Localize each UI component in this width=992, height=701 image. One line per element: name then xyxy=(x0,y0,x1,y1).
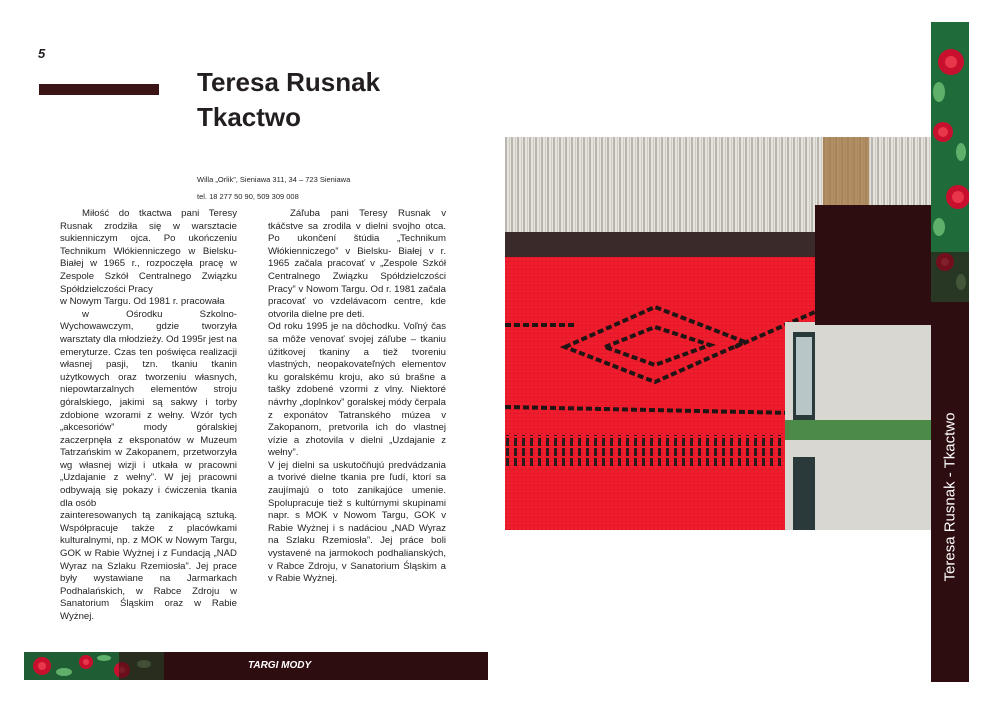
side-title-strip xyxy=(931,22,969,682)
page-number: 5 xyxy=(38,46,46,61)
paragraph: w Nowym Targu. Od 1981 r. pracowała xyxy=(60,296,225,308)
slovak-text-column xyxy=(268,208,446,586)
accent-bar xyxy=(39,84,159,95)
side-title: Teresa Rusnak - Tkactwo xyxy=(941,412,959,582)
paragraph: Záľuba pani Teresy Rusnak v tkáčstve sa zrodila v dielni svojho otca. Po ukončení štúdia „Technikum Włókienniczego” v Bielsku- Białej v r. 1965 začala pracovať v „Zespole Szkół Centralnego Związku Spółdzielczości Pracy” v Nowom Targu. Od r. 1981 začala pracovať vo vzdelávacom centre, kde otvorila dielne pre deti. xyxy=(268,208,446,320)
phone-line: tel. 18 277 50 90, 509 309 008 xyxy=(197,192,299,201)
footer-label: TARGI MODY xyxy=(248,660,312,671)
paragraph: V jej dielni sa uskutočňujú predvádzania a tvorivé dielne tkania pre ľudí, ktorí sa zaujímajú o toto zanikajúce umenie. Spolupracuje tiež s kultúrnymi skupinami napr. s MOK v Nowom Targu, GOK v Rabie Wyżnej i s nadáciou „NAD Wyraz na Szlaku Rzemiosła”. Jej práce boli vystavené na jarmokoch podhalianských, v Rabce Zdroju, v Sanatorium Śląskim a v Rabie Wyżnej. xyxy=(268,459,446,585)
paragraph: w Ośrodku Szkolno-Wychowawczym, gdzie tworzyła warsztaty dla młodzieży. Od 1995r jest na emeryturze. Czas ten poświęca realizacji własnej pasji, tzn. tkaniu tkanin użytkowych oraz tworzeniu własnych, niepowtarzalnych elementów stroju góralskiego, jakimi są sakwy i torby zdobione wzorami z wełny. Wzór tych „akcesoriów” mody góralskiej zaczerpnęła z eksponatów w Muzeum Tatrzańskim w Zakopanem, przetworzyła wg własnej wizji i utkała w pracowni „Uzdajanie z wełny”. W jej pracowni odbywają się pokazy i ćwiczenia tkania dla osób xyxy=(60,308,237,509)
paragraph: zainteresowanych tą zanikającą sztuką. Współpracuje także z placówkami kulturalnymi, np. z MOK w Nowym Targu, GOK w Rabie Wyżnej i z Fundacją „NAD Wyraz na Szlaku Rzemiosła”. Jej prace były wystawiane na Jarmarkach Podhalańskich, w Rabce Zdroju w Sanatorium Śląskim oraz w Rabie Wyżnej. xyxy=(60,510,237,622)
title-name: Teresa Rusnak xyxy=(197,67,381,97)
page-title xyxy=(197,65,380,135)
paragraph: Od roku 1995 je na dôchodku. Voľný čas sa môže venovať svojej záľube – tkaniu úžitkovej tkaniny a tiež tvoreniu vlastných, neopakovateľných elementov ku goralskému kroju, ako sú brašne a tašky zdobené vzormi z vlny. Niektoré návrhy „doplnkov” goralskej módy čerpala z exponátov Tatranského múzea v Zakopanom, pretvorila ich do vlastnej vízie a zhotovila v dielni „Uzdajanie z wełny”. xyxy=(268,321,446,459)
footer-bar xyxy=(24,652,488,680)
paragraph: Miłość do tkactwa pani Teresy Rusnak zrodziła się w warsztacie sukienniczym ojca. Po ukończeniu Technikum Włókienniczego w Bielsku-Białej w 1965 r., rozpoczęła pracę w Zespole Szkół Centralnego Związku Spółdzielczości Pracy xyxy=(60,208,237,295)
floral-pattern xyxy=(24,652,164,680)
polish-text-column xyxy=(60,208,237,624)
title-subject: Tkactwo xyxy=(197,102,302,132)
weaving-photo xyxy=(505,137,931,530)
dark-accent-block xyxy=(815,205,932,325)
contact-info xyxy=(197,171,350,205)
address-line: Willa „Orlik”, Sieniawa 311, 34 – 723 Sieniawa xyxy=(197,175,351,184)
